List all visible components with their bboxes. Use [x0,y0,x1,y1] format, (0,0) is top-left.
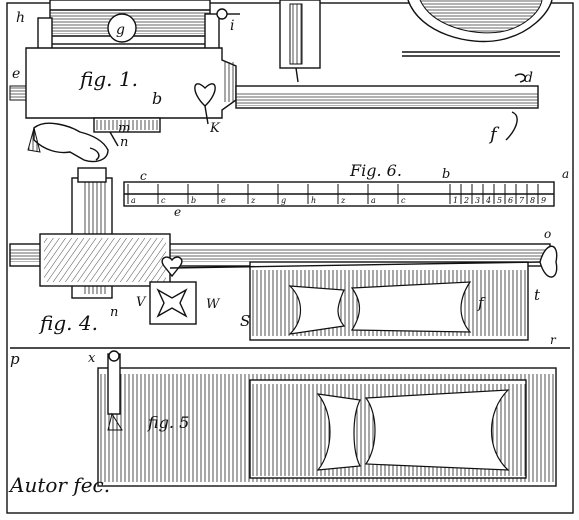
label-b: b [152,89,163,108]
label-c: c [140,169,147,183]
label-d: d [524,70,533,86]
scale-mark: 8 [530,196,536,205]
fig4-label: fig. 4. [40,311,98,335]
label-x: x [88,351,96,366]
scale-mark: c [161,196,166,205]
scale-mark: 5 [497,196,503,205]
label-o: o [544,227,552,241]
label-e: e [12,66,21,82]
upper-tool [280,0,320,82]
scale-mark: e [221,196,226,205]
scale-mark: a [371,196,376,205]
label-i: i [230,18,235,34]
grinding-wheel [402,0,560,56]
fig6-label: Fig. 6. [350,161,402,180]
label-a: a [562,167,570,181]
label-g: g [116,22,125,38]
fig1-label: fig. 1. [80,67,138,91]
scale-mark: h [311,196,317,205]
scale-mark: z [341,196,346,205]
label-n-lower: n [110,305,119,320]
label-v: V [136,295,146,310]
label-e-scale: e [174,205,182,219]
scale-mark: 3 [475,196,481,205]
scale-mark: 9 [541,196,547,205]
label-w: W [206,297,220,312]
signature: Autor fec. [10,473,111,497]
scale-mark: 2 [464,196,470,205]
scale-mark: b [191,196,197,205]
label-m: m [118,121,131,136]
scale-mark: a [131,196,136,205]
scale-mark: 7 [519,196,525,205]
label-k: K [210,121,220,136]
fig6-scale [124,182,554,206]
label-r: r [550,333,556,347]
label-h: h [16,10,26,26]
label-f-lower: f [478,294,484,312]
scale-mark: g [281,196,287,205]
fig5-label: fig. 5 [148,413,190,432]
scale-mark: 4 [486,196,492,205]
label-n-upper: n [120,135,129,150]
label-f-upper: f [490,124,497,145]
scale-mark: c [401,196,406,205]
label-s: S [240,312,251,330]
label-t: t [534,286,541,304]
label-b-scale: b [442,167,451,182]
scale-mark: 1 [453,196,459,205]
scale-mark: 6 [508,196,514,205]
label-p: p [10,350,20,368]
scale-mark: z [251,196,256,205]
